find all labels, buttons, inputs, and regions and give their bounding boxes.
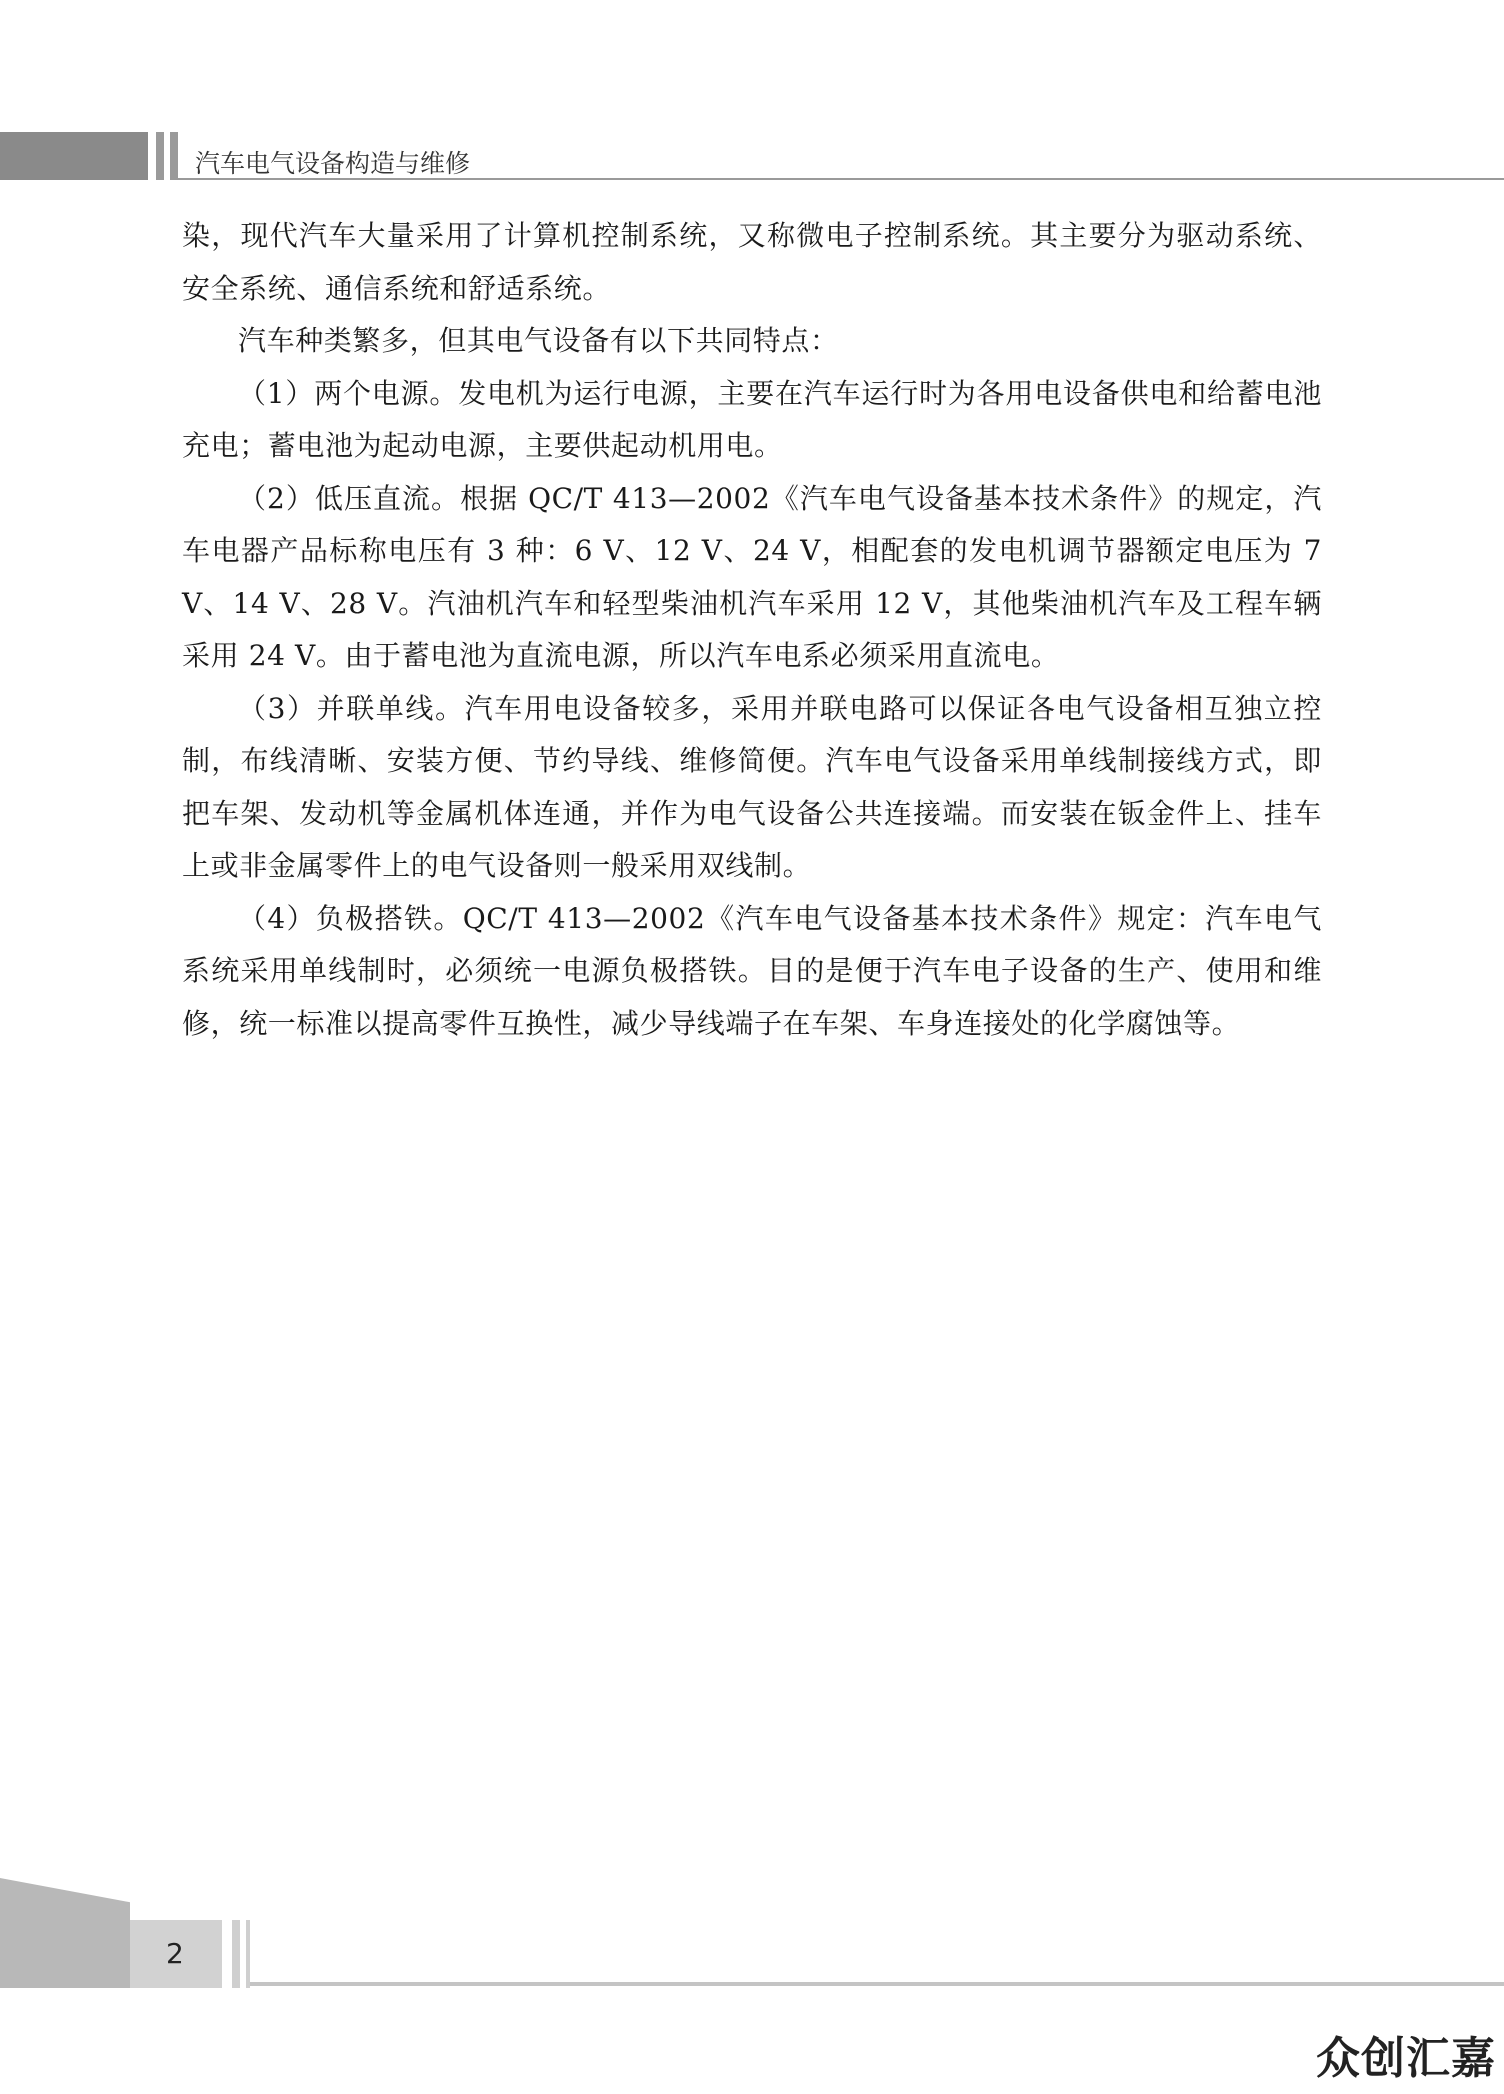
footer-decor-bar [246,1920,250,1988]
header-decor-block [0,132,148,180]
paragraph-feature-2: （2）低压直流。根据 QC/T 413—2002《汽车电气设备基本技术条件》的规定，汽车电器产品标称电压有 3 种：6 V、12 V、24 V，相配套的发电机调节器额定电压为 7 V、14 V、28 V。汽油机汽车和轻型柴油机汽车采用 12 V，其他柴油机汽车及工程车辆采用 24 V。由于蓄电池为直流电源，所以汽车电系必须采用直流电。 [182,481,1322,672]
header-decor-bar [170,132,178,180]
paragraph-feature-4: （4）负极搭铁。QC/T 413—2002《汽车电气设备基本技术条件》规定：汽车电气系统采用单线制时，必须统一电源负极搭铁。目的是便于汽车电子设备的生产、使用和维修，统一标准以提高零件互换性，减少导线端子在车架、车身连接处的化学腐蚀等。 [182,901,1322,1040]
paragraph-feature-3: （3）并联单线。汽车用电设备较多，采用并联电路可以保证各电气设备相互独立控制，布线清晰、安装方便、节约导线、维修简便。汽车电气设备采用单线制接线方式，即把车架、发动机等金属机体连通，并作为电气设备公共连接端。而安装在钣金件上、挂车上或非金属零件上的电气设备则一般采用双线制。 [182,691,1322,882]
paragraph-continuation: 染，现代汽车大量采用了计算机控制系统，又称微电子控制系统。其主要分为驱动系统、安全系统、通信系统和舒适系统。 [182,219,1322,305]
watermark-logo: 众创汇嘉 [1316,2033,1496,2084]
footer-decor-wedge [0,1878,130,1988]
header-rule [178,178,1504,180]
running-header [0,132,1504,182]
paragraph-intro: 汽车种类繁多，但其电气设备有以下共同特点： [238,324,839,357]
page-number-box [130,1920,222,1988]
book-title: 汽车电气设备构造与维修 [195,149,471,178]
page-footer [0,1878,1504,1998]
header-decor-bar [156,132,164,180]
footer-rule [250,1982,1504,1986]
paragraph-feature-1: （1）两个电源。发电机为运行电源，主要在汽车运行时为各用电设备供电和给蓄电池充电；蓄电池为起动电源，主要供起动机用电。 [182,376,1322,462]
page-number: 2 [166,1937,184,1970]
page-body [182,210,1322,1050]
footer-decor-bar [232,1920,240,1988]
